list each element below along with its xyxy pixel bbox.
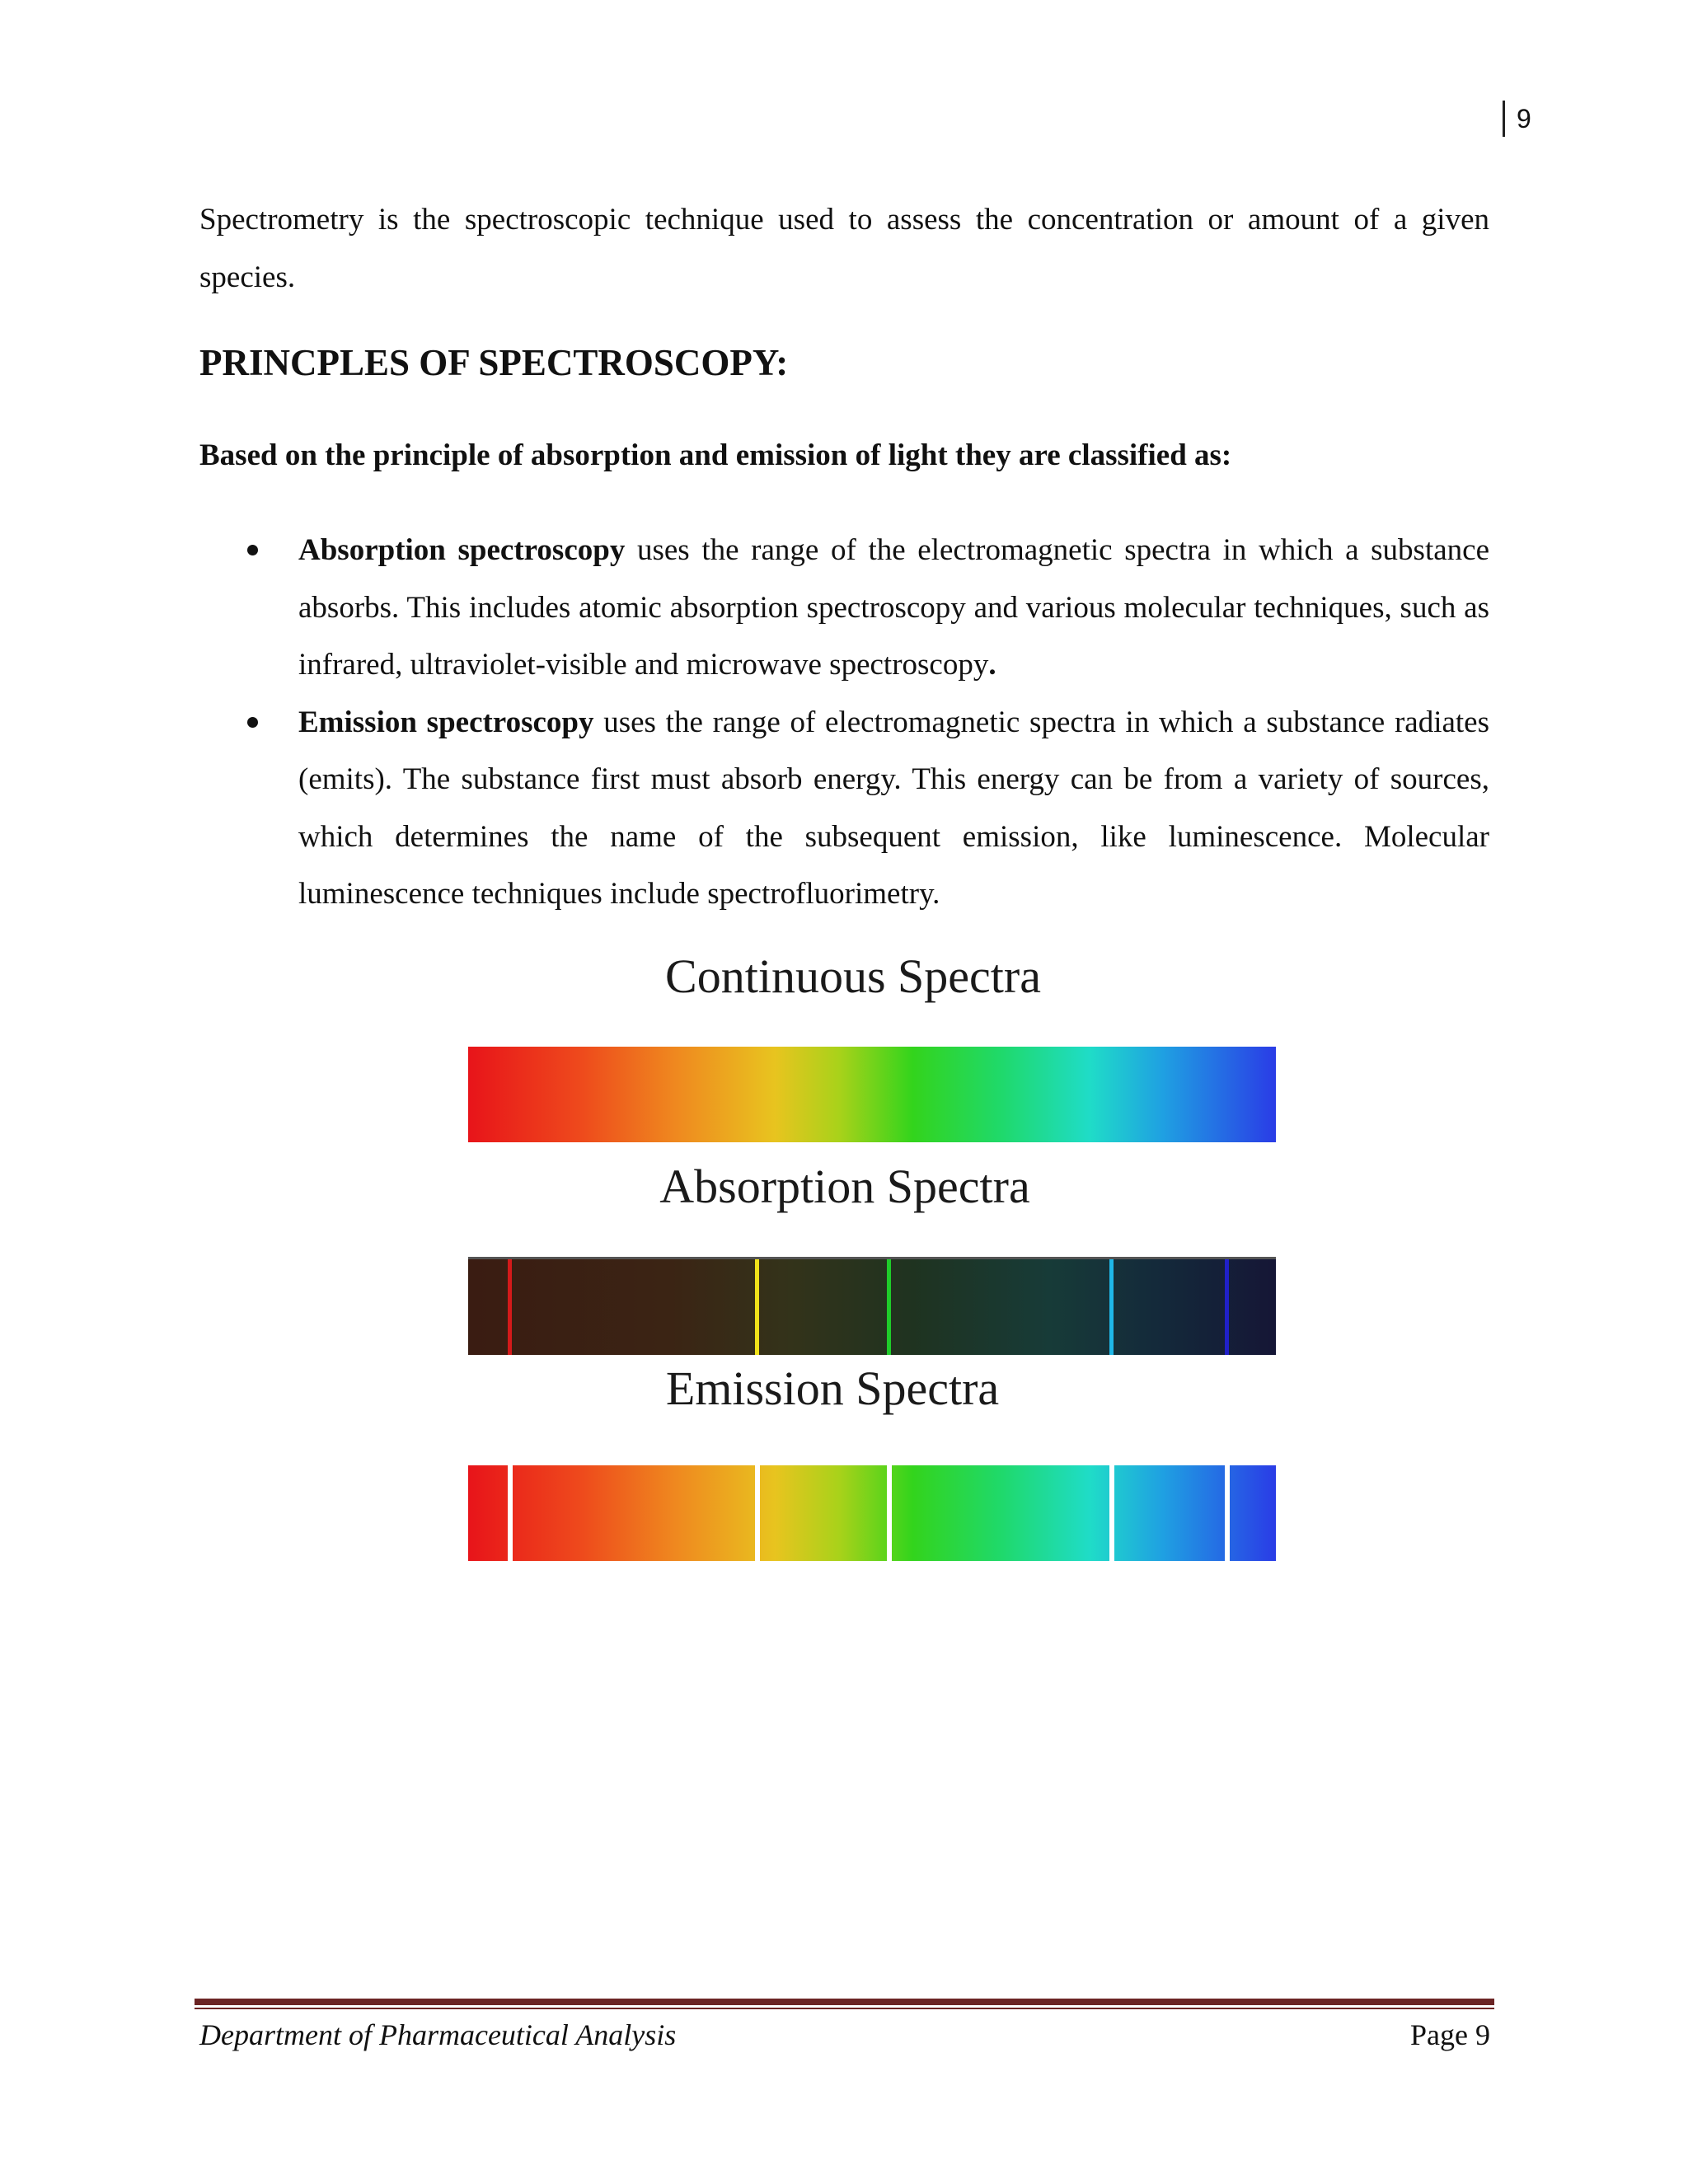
emission-gap: [508, 1465, 513, 1561]
emission-spectrum-band: [468, 1465, 1276, 1561]
spectroscopy-types-list: [199, 522, 1489, 923]
absorption-tail: .: [988, 648, 996, 682]
footer-rule-thin: [195, 2008, 1494, 2009]
bullet-icon: [247, 717, 258, 728]
continuous-spectrum-band: [468, 1047, 1276, 1142]
continuous-spectra-title: Continuous Spectra: [665, 949, 1041, 1003]
absorption-line-blue: [1225, 1259, 1229, 1355]
footer-rule: [195, 1999, 1494, 2005]
list-item-emission: [199, 694, 1489, 923]
emission-gap: [755, 1465, 760, 1561]
emission-gap: [887, 1465, 892, 1561]
emission-description: uses the range of electromagnetic spectra in which a substance radiates (emits). The substance first must absorb energy. This energy can be from a variety of sources, which determines the name of the subsequent emission, like luminescence. Molecular luminescence techniques include spectrofluorimetry.: [298, 705, 1489, 911]
absorption-line-cyan: [1109, 1259, 1114, 1355]
bullet-icon: [247, 545, 258, 555]
absorption-spectrum-band: [468, 1257, 1276, 1355]
footer-page-label: Page 9: [1410, 2018, 1490, 2051]
emission-gap: [1109, 1465, 1114, 1561]
absorption-description: uses the range of the electromagnetic spectra in which a substance absorbs. This includes atomic absorption spectroscopy and various molecular techniques, such as infrared, ultraviolet-visible and microwave spectroscopy: [298, 533, 1490, 682]
emission-gap: [1225, 1465, 1230, 1561]
absorption-line-red: [508, 1259, 512, 1355]
term-emission-spectroscopy: Emission spectroscopy: [298, 705, 594, 739]
list-item-absorption: [199, 522, 1489, 694]
section-heading: PRINCPLES OF SPECTROSCOPY:: [199, 342, 789, 383]
absorption-spectra-title: Absorption Spectra: [659, 1160, 1030, 1213]
emission-spectra-title: Emission Spectra: [665, 1361, 1000, 1415]
absorption-line-yellow: [755, 1259, 759, 1355]
footer-department: Department of Pharmaceutical Analysis: [199, 2018, 677, 2051]
intro-paragraph: Spectrometry is the spectroscopic technique used to assess the concentration or amount of a given species.: [199, 203, 1489, 294]
absorption-line-green: [887, 1259, 891, 1355]
section-subheading: Based on the principle of absorption and emission of light they are classified as:: [199, 438, 1232, 472]
term-absorption-spectroscopy: Absorption spectroscopy: [298, 533, 626, 567]
spectra-figure: [462, 948, 1294, 1591]
header-page-number: 9: [1503, 101, 1531, 137]
